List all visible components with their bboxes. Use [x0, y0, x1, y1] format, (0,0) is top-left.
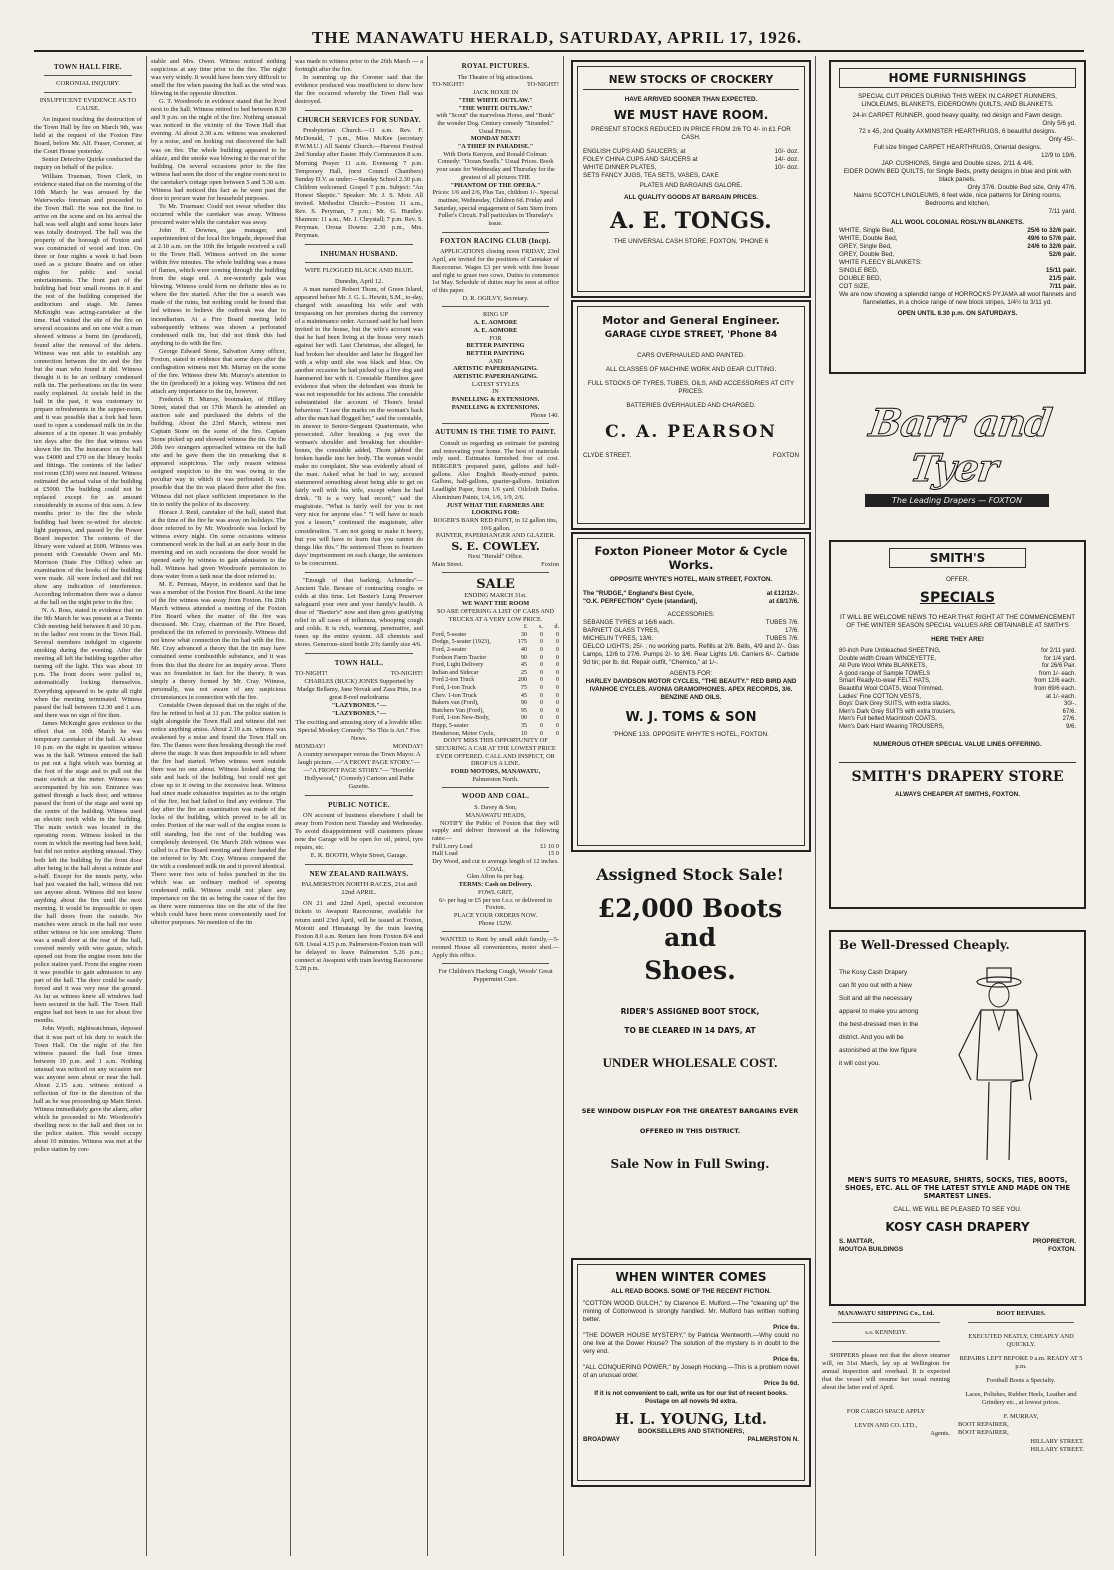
label: LATEST STYLES [471, 380, 520, 388]
column-rule [563, 56, 564, 1556]
table-row: Ford, Light Delivery 45 0 0 [432, 661, 559, 669]
column-3 [295, 58, 423, 1558]
table-row: Ford, 1-ton New-Body, 90 0 0 [432, 714, 559, 722]
label: Main Street. [432, 560, 464, 568]
label: ACCESSORIES: [667, 611, 715, 618]
table-row: Bakers van (Ford), 90 0 0 [432, 699, 559, 707]
advert-title: MANAWATU SHIPPING Co., Ltd. [837, 1310, 935, 1317]
paragraph: MEN'S SUITS TO MEASURE, SHIRTS, SOCKS, TIES, BOOTS, SHOES, ETC. ALL OF THE LATEST STYLE AND MADE ON THE SMARTEST LINES. [845, 1176, 1070, 1200]
label: PLACE YOUR ORDERS NOW. [453, 911, 538, 919]
label: TO-NIGHT! [432, 81, 465, 89]
advert-title: WHEN WINTER COMES [615, 1270, 767, 1284]
paragraph: SO ARE OFFERING A LIST OF CARS AND TRUCKS AT A VERY LOW PRICE. [437, 607, 554, 623]
label: ALL READ BOOKS. SOME OF THE RECENT FICTION. [611, 1288, 771, 1295]
list-item: Boys' Dark Grey SUITS, with extra slacks, 30/-. [839, 701, 1076, 708]
list-item: Ladies' Fine COTTON VESTS, at 1/- each. [839, 693, 1076, 700]
advert-title: SMITH'S [889, 548, 1026, 568]
advert-smiths [829, 540, 1086, 909]
paragraph: NOTIFY the Public of Foxton that they will supply and deliver firewood at the following rates:— [432, 819, 559, 842]
table-row: Half Load 15 0 [432, 850, 559, 858]
advert-title: Foxton Pioneer Motor & Cycle Works. [594, 544, 788, 572]
advert-assigned-stock [568, 855, 812, 1255]
label: CALL, WE WILL BE PLEASED TO SEE YOU. [893, 1206, 1022, 1213]
label: OFFER. [945, 576, 970, 583]
list-item: GREY, Single Bed, 24/6 to 32/6 pair. [839, 243, 1076, 250]
article-title: INHUMAN HUSBAND. [320, 249, 398, 258]
list-item: SETS FANCY JUGS, TEA SETS, VASES, CAKE [583, 172, 719, 179]
film-title: "LAZYBONES."— [331, 702, 387, 710]
table-row: Indian and Sidecar 25 0 0 [432, 668, 559, 676]
label: HILLARY STREET. [1030, 1445, 1084, 1453]
advert-name: FORD MOTORS, MANAWATU, [450, 768, 541, 776]
man-in-suit-icon [919, 960, 1069, 1160]
label: Football Boots a Specialty. [986, 1377, 1056, 1385]
list-item: SINGLE BED, 15/11 pair. [839, 267, 1076, 274]
film-title: "THE WHITE OUTLAW." [458, 96, 533, 104]
label: Palmerston North. [472, 775, 519, 783]
column-2 [151, 58, 286, 1558]
price: Price 6s. [773, 1324, 799, 1331]
paragraph: ON account of business elsewhere I shall be away from Foxton next Tuesday and Wednesday. To avoid disappointment will customers please note the Garage will be open for oil, petrol, tyre repairs, etc. [295, 811, 423, 852]
label: BATTERIES OVERHAULED AND CHARGED. [626, 402, 756, 409]
advert-name: SMITH'S DRAPERY STORE [839, 762, 1076, 785]
logo: Barr and Tyer [866, 400, 1054, 490]
paragraph: The Kosy Cash Drapery can fit you out with a New Suit and all the necessary apparel to make you among the best-dressed men in the district. And you will be astonished at the low figure it will cost you. [839, 969, 919, 1067]
advert-home-furnishings [829, 60, 1086, 374]
advert-name: A. E. AOMORE [473, 319, 518, 327]
table-row: Chev. 1-ton Truck 45 0 0 [432, 691, 559, 699]
label: ALL QUALITY GOODS AT BARGAIN PRICES. [623, 194, 759, 201]
paragraph: EIDER DOWN BED QUILTS, for Single Beds, pretty designs in blue and pink with black panels. [843, 168, 1072, 183]
advert: For Children's Hacking Cough, Woods' Great Peppermint Cure. [438, 968, 553, 984]
label: ALL CLASSES OF MACHINE WORK AND GEAR CUTTING. [605, 366, 777, 373]
film-title: "THE WHITE OUTLAW." [458, 104, 533, 112]
paragraph: Senior Detective Quirke conducted the inquiry on behalf of the police. [34, 156, 142, 172]
list-item: FOLEY CHINA CUPS AND SAUCERS at 14/- doz. [583, 156, 799, 163]
section-title: PUBLIC NOTICE. [328, 800, 390, 809]
advert-title: £2,000 Boots and [597, 894, 783, 952]
advert-crockery [571, 60, 811, 298]
table-row: Ford, 2-seater 40 0 0 [432, 646, 559, 654]
label: IN [492, 388, 499, 396]
label: SEE WINDOW DISPLAY FOR THE GREATEST BARGAINS EVER [581, 1107, 799, 1115]
advert-name: KOSY CASH DRAPERY [885, 1220, 1030, 1234]
label: ALL WOOL COLONIAL ROSLYN BLANKETS. [890, 219, 1025, 226]
label: If it is not convenient to call, write us for our list of recent books. Postage on all novels 9d extra. [594, 1390, 788, 1405]
film-title: "PHANTOM OF THE OPERA." [450, 181, 541, 189]
paragraph: To Mr. Trueman: Could not swear whether this occurred while the caretaker was away. Witness procured water while the caretaker was away. [151, 202, 286, 226]
header-cell: s. [539, 623, 543, 631]
phone: Phone 152W. [478, 919, 513, 927]
article-title: TOWN HALL FIRE. [54, 63, 122, 71]
film-title: "LAZYBONES."— [331, 710, 387, 718]
section-title: ROYAL PICTURES. [461, 62, 530, 70]
label: MONDAY! [295, 742, 326, 750]
table-row: Ford 2-ton Truck 200 0 0 [432, 676, 559, 684]
table-row: Dodge, 5-seater (1923), 175 0 0 [432, 638, 559, 646]
list-item: Men's Dark Grey SUITS with extra trousers, 67/6. [839, 708, 1076, 715]
paragraph: ON 21 and 22nd April, special excursion tickets to Awapuni Racecourse, available for return until 23rd April, will be issued at Foxton, Motoiti and Himatangi by the train leaving Foxton 8.0 a.m. Return fare from Foxton 8/4 and 6/8. Usual 4.15 p.m. Palmerston-Foxton train will be delayed to leave Palmerston 5.26 p.m.; connect at Awapuni with train leaving Racecourse 5.28 p.m. [295, 900, 423, 972]
list-item: DOUBLE BED, 21/5 pair. [839, 275, 1076, 282]
label: OFFERED IN THIS DISTRICT. [639, 1127, 741, 1135]
section-title: SALE [476, 577, 515, 593]
label: ENDING MARCH 31st. [464, 592, 527, 600]
label: CLYDE STREET. [583, 452, 632, 459]
paragraph: William Trueman, Town Clerk, in evidence stated that on the morning of the 10th March he was aroused by the Waterworks foreman and proceeded to the Town Hall. He was not the first to arrive on the scene and on his arrival the hall was well alight and some hours later was totally destroyed. The hall was the property of the borough of Foxton and was constructed of wood and iron. On three or four nights a week it had been used as a picture theatre and on other nights for public and social entertainments. The front part of the building had four small rooms in it and the rest of the building comprised the auditorium and stage. Mr. James McKnight was acting-caretaker at the time. Had visited the site of the fire on several occasions and on one visit a man showed witness a burnt tin (produced), found after the removal of the debris. Witness was not able to establish any connection between the tin and the fire but the man who found it did. Witness thought it to be an ordinary condensed milk tin. The perforations on the tin were easily explained. At socials held in the hall in the past, it was customary to prepare refreshments in the supper-room, and it was possible that a fork had been used to open a condensed milk tin in the absence of a tin opener. It was probably ten days after the fire that witness was shown the tin. The insurance on the hall was £4000 and £70 on the library books and fittings. The contents of the ladies' rest room (£30) were not insured. Witness estimated the actual value of the building at £5000. The building could not be replaced except for an amount considerably in excess of this sum. A few months prior to the fire the whole building had been re-wired for electric light purposes, and passed by the Power Board inspector. The contents of the library were valued at £600. Witness was present with Constable Owen and Mr. Morrison (State Fire Office) when an examination of the books of the building were made. All were locked and did not show any indication of interference. According information there was a dance at the hall on the night prior to the fire. [34, 172, 142, 606]
label: EXECUTED NEATLY, CHEAPLY AND QUICKLY. [968, 1333, 1074, 1349]
paragraph: DELCO LIGHTS, 25/- ; no working parts. Refills at 2/6. Bells, 4/9 and 2/-. Gas Lamps, 12/6 to 27/6. Pumps 2/- to 3/6. Rear Lights 1/6. Carriers 6/-. Carbide 9d tin; per lb. 8d. Repair outfit, "Chemico," at 1/-. [583, 643, 799, 666]
label: OPEN UNTIL 8.30 p.m. ON SATURDAYS. [897, 310, 1018, 317]
paragraph: Frederick H. Murray, bootmaker, of Hillary Street, stated that on 17th March he attended an auction sale and purchased the debris of the building. About the 23rd March, witness met Captain Stone on the scene of the fire. Captain Stone picked up and showed witness the tin. On the 26th two strangers approached witness on the hall site and he gave them the tin remarking that it appeared suspicious. The only reason witness assigned suspicion to the tin was owing to the peculiar way in which it was perforated. It was possible that the tin was placed there after the fire. Witness did not place sufficient importance to the tin to notify the police of its discovery. [151, 395, 286, 508]
paragraph: SPECIAL CUT PRICES DURING THIS WEEK IN CARPET RUNNERS, LINOLEUMS, BLANKETS, EIDERDOWN QUILTS, AND BLANKETS. [858, 93, 1057, 108]
label: 'PHONE 133. OPPOSITE WHYTE'S HOTEL, FOXTON. [613, 731, 769, 738]
label: HERE THEY ARE! [931, 636, 984, 643]
table-row: Ford, 1-ton Truck 75 0 0 [432, 684, 559, 692]
book-entry: "COTTON WOOD GULCH," by Clarence E. Mulford.—The "cleaning up" the mining of Cottonwood is strongly handled. Mr. Mulford has written nothing better. [583, 1300, 799, 1323]
table-row: Ford, 5-seater 30 0 0 [432, 630, 559, 638]
paragraph: The Theatre of big attractions. [457, 73, 534, 81]
paragraph: Nairns SCOTCH LINOLEUMS, 6 feet wide, nice patterns for Dining rooms, Bedrooms and kitchen, [853, 192, 1062, 207]
paragraph: SHIPPERS please not that the above steamer will, on 31st March, lay up at Wellington for annual inspection and overhaul. It is expected that the vessel will resume her usual running about the latter end of April. [822, 1352, 950, 1392]
label: JUST WHAT THE FARMERS ARE LOOKING FOR: [446, 501, 545, 517]
list-item: Double width Cream WINCEYETTE, for 1/4 yard. [839, 655, 1076, 662]
price: 12/9 to 19/6. [1040, 152, 1076, 159]
list-item: WHITE DINNER PLATES, 10/- doz. [583, 164, 799, 171]
label: AGENTS FOR: [669, 670, 713, 677]
label: BOOKSELLERS AND STATIONERS, [637, 1428, 745, 1435]
column-rule [290, 56, 291, 1556]
paragraph: An inquest touching the destruction of the Town Hall by fire on March 9th, was held at the request of the Foxton Fire Board, before Mr. Alf. Fraser, Coroner, at the Court House yesterday. [34, 116, 142, 156]
label: THE UNIVERSAL CASH STORE, FOXTON, 'PHONE 6 [613, 238, 769, 245]
advert-title: HOME FURNISHINGS [839, 68, 1076, 88]
column-rule [815, 56, 816, 1556]
label: MOUTOA BUILDINGS [839, 1246, 904, 1253]
label: AND [488, 357, 503, 365]
label: BOOT REPAIRER, [958, 1421, 1009, 1429]
label: WE WANT THE ROOM [461, 600, 530, 608]
paragraph: With Doris Kenyon, and Ronald Colman. Comedy: "Ocean Swells." Usual Prices. Book your seats for Wednesday and Thursday for the greatest of all pictures THE [436, 150, 555, 181]
label: Next "Herald" Office. [467, 553, 524, 561]
header-cell: d. [554, 623, 559, 631]
label: HAVE ARRIVED SOONER THAN EXPECTED. [624, 96, 758, 103]
label: COAL. [486, 865, 505, 873]
paragraph: with "Scout" the marvelous Horse, and "Bunk" the wonder Dog. Century comedy "Stranded." Usual Prices. [436, 112, 555, 135]
paragraph: Presbyterian Church.—11 a.m. Rev. F. McDonald, 7 p.m., Miss McKee (secretary P.W.M.U.) All Saints' Church.—Harvest Festival 2nd Sunday after Easter. Holy Communion 8 a.m. Morning Prayer 11 a.m. Evensong 7 p.m. Temporary Hall, (next Council Chambers) Sunday D.V. as under:—Sunday School 2.30 p.m. Children welcomed. Gospel 7 p.m. Subject: "An Honest Skeptic." Speaker: Mr. J. S. Moir. All invited. Methodist Church:—Foxton: 11 a.m., Rev. S. Peryman, 7 p.m.; Mr. G. Huntley. Shannon: 11 a.m., Mr. J. Chrystall; 7 p.m. Rev. S. Peryman. Oroua Downs: 2.30 p.m., Mrs. Peryman. [295, 127, 423, 239]
paragraph: M. E. Perreau, Mayor, in evidence said that he was a member of the Foxton Fire Board. At the time of the fire witness was away from Foxton. On 26th March witness attended a meeting of the Foxton Fire Board when the matter of the fire was discussed. Mr. Cray, chairman of the Fire Board, produced the tin referred to previously. Witness did not know what connection the tin had with the fire. Mr. Cray advanced a theory that the tin may have contained some combustible substance, and it was from this that the desire for an inquiry arose. There was no foundation in fact for the theory. It was simply a theory formed by Mr. Cray. Witness, personally, was not aware of any suspicious circumstances in connection with the fire. [151, 581, 286, 701]
paragraph: stable and Mrs. Owen. Witness noticed nothing suspicious at any time prior to the fire. The night was very windy. It would have been very difficult to smell the fire when passing the hall as the wind was blowing in the opposite direction. [151, 58, 286, 98]
advert-shipping [822, 1310, 950, 1550]
price: Only 45/-. [1048, 136, 1076, 143]
list-item: Men's Full belted Macintosh COATS, 27/6. [839, 716, 1076, 723]
column-1 [34, 58, 142, 1558]
list-item: All Pure Wool White BLANKETS, for 26/6 Pair. [839, 663, 1076, 670]
list-item: A good range of Sample TOWELS from 1/- each. [839, 670, 1076, 677]
phone: Phone 140. [530, 411, 559, 419]
paragraph: JACK HOXIE IN [472, 89, 519, 97]
column-rule [427, 56, 428, 1556]
section-title: FOXTON RACING CLUB (Incp). [440, 236, 551, 245]
article-subtitle: PALMERSTON NORTH RACES, 21st and 22nd APRIL. [301, 881, 417, 897]
column-4 [432, 58, 559, 1558]
label: PANELLING & EXTENSIONS. [451, 396, 540, 404]
label: BROADWAY [583, 1436, 620, 1443]
list-item: Men's Dark Hard Wearing TROUSERS, 9/6. [839, 723, 1076, 730]
paragraph: Full size fringed CARPET HEARTHRUGS, Oriental designs. [873, 144, 1042, 151]
advert-barr-tyer [845, 378, 1069, 518]
column-rule [146, 56, 147, 1556]
label: TERMS: Cash on Delivery. [458, 881, 533, 889]
label: NUMEROUS OTHER SPECIAL VALUE LINES OFFERING. [873, 740, 1042, 748]
car-price-table [432, 623, 559, 737]
table-row: Hupp, 5-seater 35 0 0 [432, 722, 559, 730]
paragraph: was made to witness prior to the 26th March — a fortnight after the fire. [295, 58, 423, 74]
paragraph: Laces, Polishes, Rubber Heels, Leather and Grindery etc., at lowest prices. [965, 1391, 1077, 1407]
label: SPECIALS [919, 590, 996, 606]
label: CARS OVERHAULED AND PAINTED. [637, 352, 745, 359]
advert-title: NEW STOCKS OF CROCKERY [583, 74, 799, 90]
price: 7/11 yard. [1048, 208, 1076, 215]
table-row: Butchers Van (Ford), 95 0 0 [432, 706, 559, 714]
film-title: "A THIEF IN PARADISE." [457, 143, 534, 151]
paragraph: Consult us regarding an estimate for painting and renovating your home. The best of materials only used. Estimates furnished free of cost. BERGER'S prepared paint, gallons and half-gallons. Also English Ready-mixed paints. Gallons, half-gallons, quarter-gallons. Imitation Leadlight Paper, from 1/6 yard. Oilcloth Dados. Aluminium Paints, 1/4, 1/6, 1/9, 2/6. [432, 439, 559, 501]
label: S. MATTAR, [839, 1238, 875, 1245]
list-item: Beautiful Wool COATS, Wool Trimmed, from 69/6 each. [839, 685, 1076, 692]
label: PAINTER, PAPERHANGER AND GLAZIER. [435, 532, 556, 540]
paragraph: PRESENT STOCKS REDUCED IN PRICE FROM 2/6 TO 4/- in £1 FOR CASH. [591, 126, 791, 141]
advert-title: Shoes. [644, 956, 736, 985]
label: TO-NIGHT! [295, 670, 328, 678]
list-item: BARNETT GLASS TYRES, 17/6. [583, 627, 799, 634]
label: S. Davey & Son, [474, 804, 517, 812]
price: Price 6s. [773, 1356, 799, 1363]
paragraph: In summing up the Coroner said that the evidence produced was insufficient to show how the fire occurred whereby the Town Hall was destroyed. [295, 74, 423, 106]
advert-motor-engineer [571, 300, 811, 530]
advert-name: A. E. AOMORE [473, 326, 518, 334]
paragraph: John Wyeth, nightwatchman, deposed that it was part of his duty to watch the Town Hall. On the night of the fire witness passed the hall four times between 10 p.m. and 1 a.m. Nothing unusual was noticed on any occasion nor was anyone seen about or near the hall. About 2.15 a.m. witness noticed a reflection of fire in the direction of the hall as he was proceeding up Main Street. Witness immediately gave the alarm, after which he proceeded to Mr. Woodroofe's dwelling next to the hall and then on to the police station. This would occupy about 10 minutes. Witness was met at the police station by con- [34, 1025, 142, 1154]
list-item: MICHELIN TYRES, 13/6. TUBES 7/6. [583, 635, 799, 642]
label: FOXTON. [1048, 1246, 1076, 1253]
man-in-suit-illustration [919, 960, 1076, 1160]
classified-ad: WANTED to Rent by small adult family,—5-roomed House all conveniences, motor shed.—Apply this office. [432, 936, 559, 959]
label: Agents. [930, 1430, 950, 1438]
paragraph: James McKnight gave evidence to the effect that on 10th March he was temporary caretaker of the hall. At about 10 p.m. on the night in question witness was in the hall. Witness entered the hall to put out a light which was burning at the foot of the stage and to pull out the main switch at the meter. Witness was accompanied by his son. Entrance was gained through a back door, and witness passed the front of the stage and went up the centre of the building. Witness used an electric torch while in the building. The main switch was located in the operating room. Witness looked in the room in which the meeting had been held, but did not notice anything unusual. They both left the building by the front door after being in the hall about a minute and a-half. Except for the tennis party, who had just vacated the hall, witness did not see anyone about. Witness did not know anything about the fire until the next morning. It would be impossible to open the hall doors from the outside. No matches were struck in the hall nor were either witness or his son smoking. There was a small door at the rear of the hall, covered merely with wire gauze, which opened out from the engine room into the police station yard. From the engine room it was possible to gain admission to any part of the hall. The door could be easily forced and it was very near the ground. As far as witness knew all windows had been secured in the hall. The Town Hall engine had not been in use for about five months. [34, 719, 142, 1025]
advert-baxter: "Enough of that barking, Achmedes"—Ancient Tale. Beware of contracting coughs or colds at this time. Let Baxter's Lung Preserver safeguard your own and your family's health. A dose of "Baxter's" now and then gives gratifying relief in all cases of influenza, whooping cough and colds. It is rich, warming, penetrative, and tones up the entire system. All chemists and stores. Generous-sized bottle 2/6; family size 4/6. [295, 576, 423, 649]
label: PANELLING & EXTENSIONS. [451, 403, 540, 411]
label: PLATES AND BARGAINS GALORE. [639, 182, 743, 189]
advert-name: S. E. COWLEY. [451, 540, 540, 554]
price: Only 37/6. Double Bed size, Only 47/6. [967, 184, 1076, 191]
section-title: AUTUMN IS THE TIME TO PAINT. [435, 428, 556, 437]
paragraph: APPLICATIONS closing noon FRIDAY, 23rd April, are invited for the positions of Caretaker of Racecourse. Wages £3 per week with free house and right to graze two cows. Duties to commence 1st May. Schedule of duties may be seen at office of this paper. [432, 248, 559, 294]
logo-tagline: The Leading Drapers — FOXTON [865, 494, 1049, 507]
article-subtitle: WIFE FLOGGED BLACK AND BLUE. [304, 267, 414, 275]
label: FOWL GRIT, [478, 888, 513, 896]
paragraph: Horace J. Reid, caretaker of the hall, stated that at the time of the fire he was away on holidays. The door referred to by Mr. Woodroofe was locked by witness every night. On some occasions witness commenced work in the hall at an early hour in the morning and on such occasions the door would be opened early by witness to gain admission to the hall. Witness had given Woodroofe permission to draw water from a tank near the door referred to. [151, 508, 286, 580]
advert-title: Be Well-Dressed Cheaply. [839, 938, 1010, 952]
paragraph: JAP. CUSHIONS, Single and Double sizes, 2/11 & 4/6. [881, 160, 1034, 167]
table-row: Henderson, Motor Cycle, 10 0 0 [432, 729, 559, 737]
advert-name: C. A. PEARSON [605, 422, 777, 442]
book-entry: "THE DOWER HOUSE MYSTERY," by Patricia Wentworth.—Why could no one live at the Dower House? The solution of the mystery is in doubt to the very end. [583, 1332, 799, 1355]
label: PROPRIETOR. [1032, 1238, 1076, 1245]
paragraph: George Edward Stone, Salvation Army officer, Foxton, stated in evidence that some days after the conflagration witness met Mr. Murray on the scene of the fire. Witness drew Mr. Murray's attention to the tin (produced) in a joking way. Witness did not attach any importance to the tin, however. [151, 347, 286, 395]
section-title: CHURCH SERVICES FOR SUNDAY. [297, 116, 421, 125]
advert-pioneer-works [571, 532, 811, 852]
price: Only 5/6 yd. [1042, 120, 1076, 127]
paragraph: ROGER'S BARN RED PAINT, in 12 gallon tins, 10/6 gallon. [433, 516, 558, 532]
label: ARTISTIC PAPERHANGING. [453, 373, 538, 381]
label: PALMERSTON N. [747, 1436, 799, 1443]
masthead-rule [34, 50, 1084, 52]
paragraph: G. T. Woodroofe in evidence stated that he lived next to the hall. Witness retired to bed between 8.30 and 9 p.m. on the night of the fire. Nothing unusual was noticed in the vicinity of the Town Hall that evening. At about 2.30 a.m. witness was awakened by a noise, and on looking out discovered the hall was on fire. The whole building appeared to be ablaze, and the smoke was blowing to the rear of the building. On several occasions prior to the fire witness had seen the door of the engine room next to the caretaker's cottage open between 5 and 5.30 a.m. Witness had noticed this fact as he went past the door to procure water for household purposes. [151, 98, 286, 202]
table-header [432, 623, 559, 631]
paragraph: John H. Downes, gas manager, and superintendent of the local fire brigade, deposed that at 2.10 a.m. on the 10th the brigade received a call to the Town Hall. Witness arrived on the scene within five minutes. The whole building was a mass of flames, which were coming through the building from the stage end. A nor-westerly gale was blowing. Witness could form no definite idea as to where the fire started. After the fire a search was made of the ruins, but nothing could be found that led witness to believe the outbreak was due to incendiarism. At a Fire Board meeting held subsequently witness was shown a perforated condensed milk tin, but did not think this had anything to do with the fire. [151, 226, 286, 347]
list-item: 80-inch Pure Unbleached SHEETING, for 2/11 yard. [839, 648, 1076, 654]
label: FOR [489, 334, 502, 342]
paragraph: DON'T MISS THIS OPPORTUNITY OF SECURING A CAR AT THE LOWEST PRICE EVER OFFERED. CALL AND INSPECT, OR DROP US A LINE. [435, 737, 556, 768]
paragraph: A country newspaper versus the Town Mayor. A laugh picture. —"A FRONT PAGE STORY."— —"A FRONT PAGE STORY."— "Horrible Hollywood," (Comedy) Cartoon and Pathe Gazette. [297, 750, 421, 790]
paragraph: Prices: 1/6 and 2/6, Plus Tax, children 1/-. Special matinee, Wednesday, Children 6d. Friday and Saturday, special engagement of Sam Stern from Fuller's Circuit. Full particulars in Thursday's issue. [432, 189, 559, 228]
table-row: Full Lorry Load £1 10 0 [432, 842, 559, 850]
label: HILLARY STREET. [1030, 1437, 1084, 1445]
list-item: SEBANGE TYRES at 16/6 each. TUBES 7/6. [583, 619, 799, 626]
list-item: WHITE, Single Bed, 25/6 to 32/6 pair. [839, 227, 1076, 234]
label: MONDAY! [392, 742, 423, 750]
advert-name: LEVIN AND CO. LTD., [854, 1422, 918, 1430]
paragraph: IT WILL BE WELCOME NEWS TO HEAR THAT RIGHT AT THE COMMENCEMENT OF THE WINTER SEASON SPECIAL VALUES ARE OBTAINABLE AT SMITH'S [839, 614, 1076, 629]
table-row: Fordson Farm Tractor 90 0 0 [432, 653, 559, 661]
label: REPAIRS LEFT BEFORE 9 a.m. READY AT 5 p.m. [959, 1355, 1083, 1371]
label: ARTISTIC PAPERHANGING. [453, 365, 538, 373]
advert-name: A. E. TONGS. [610, 208, 772, 234]
label: MONDAY NEXT! [470, 135, 521, 143]
label: TO-NIGHT! [526, 81, 559, 89]
label: RING UP [482, 311, 508, 319]
label: Glen Afton 6s per bag. [466, 873, 525, 881]
label: MANAWATU HEADS, [465, 811, 526, 819]
list-item: ENGLISH CUPS AND SAUCERS, at 10/- doz. [583, 148, 799, 155]
label: TO BE CLEARED IN 14 DAYS, AT [624, 1026, 756, 1035]
label: ALWAYS CHEAPER AT SMITHS, FOXTON. [895, 790, 1020, 798]
label: FULL STOCKS OF TYRES, TUBES, OILS, AND ACCESSORIES AT CITY PRICES. [587, 380, 795, 395]
label: UNDER WHOLESALE COST. [602, 1055, 778, 1070]
label: WE MUST HAVE ROOM. [613, 108, 769, 122]
label: WHITE FLEECY BLANKETS: [839, 259, 922, 266]
paragraph: A man named Robert Thom, of Green Island, appeared before Mr. J. G. L. Hewitt, S.M., to-day, charged with assaulting his wife and with trespassing on her premises during the currency of a maintenance order. Accused said he had been invited to the house, but the wife's account was that he had been living at the house very much against her will. Last Christmas, she alleged, he had broken her shoulder and later he flogged her with a whip until she was black and blue. On another occasion he had picked up a live dog and hammered her with it. Constable Hamilton gave evidence that when the defendant was drunk he was not responsible for his actions. The constable substantiated the account of Thom's brutal behaviour. "I saw the marks on the woman's back after the man had flogged her," said the constable, in answer to Senior-Sergeant Quartermain, who prosecuted. After breaking a jug over the woman's shoulder and breaking her shoulder-bones, the constable added, Thom jabbed the broken handle into her body. The woman would make no complaint. She was evidently afraid of the man. Asked what he had to say, accused stammered something about being able to get on fairly well with his wife, except when he had drink. "It is a very bad record," said the magistrate. "What is fairly well for you is not very nice for anyone else." "I will have to teach you a lesson," continued the magistrate, after consideration. "I am not going to make it heavy, but you will have to learn that you cannot do things like this." He sentenced Thom to fourteen days' imprisonment on each charge, the sentences to be concurrent. [295, 286, 423, 567]
signature: D. R. OGILVY, Secretary. [462, 294, 529, 302]
advert-name: W. J. TOMS & SON [625, 710, 757, 725]
list-item: The "RUDGE," England's Best Cycle, at £12/12/-. [583, 590, 799, 597]
label: FOXTON [772, 452, 799, 459]
section-title: WOOD AND COAL. [461, 792, 530, 801]
article-subtitle: CORONIAL INQUIRY. [56, 80, 120, 88]
advert-title: BOOT REPAIRS. [996, 1310, 1046, 1317]
dateline: Dunedin, April 12. [335, 278, 383, 286]
price: Price 3s 6d. [763, 1380, 799, 1387]
label: GARAGE CLYDE STREET, 'Phone 84 [604, 330, 778, 340]
header-cell: £ [523, 623, 527, 631]
list-item: Smart Ready-to-wear FELT HATS, from 12/6 each. [839, 678, 1076, 685]
section-title: NEW ZEALAND RAILWAYS. [309, 870, 409, 879]
advert-name: F. MURRAY, [1003, 1413, 1039, 1421]
advert-kosy-drapery [829, 930, 1086, 1306]
paragraph: 24-in CARPET RUNNER, good heavy quality, red design and Fawn design. [852, 112, 1063, 119]
masthead: THE MANAWATU HERALD, SATURDAY, APRIL 17, 1926. [312, 28, 802, 47]
paragraph: Dry Wood, and cut to average length of 12 inches. [432, 858, 559, 866]
book-entry: "ALL CONQUERING POWER," by Joseph Hocking.—This is a problem novel of an unusual order. [583, 1364, 799, 1379]
label: RIDER'S ASSIGNED BOOT STOCK, [620, 1007, 760, 1016]
list-item: COT SIZE, 7/11 pair. [839, 283, 1076, 290]
advert-title: Assigned Stock Sale! [596, 865, 784, 884]
label: Sale Now in Full Swing. [610, 1157, 770, 1171]
section-title: TOWN HALL. [334, 659, 384, 668]
label: FOR CARGO SPACE APPLY [846, 1408, 926, 1416]
label: BETTER PAINTING [466, 342, 525, 350]
paragraph: Constable Owen deposed that on the night of the fire he retired to bed at 11 p.m. The police station is sight alongside the Town Hall and witness did not notice anything amiss. About 2.10 a.m. witness was awakened by a noise and found the Town Hall on fire. The flames were then breaking through the roof above the stage. It was then impossible to tell where the fire had started. When witness went outside there was no one about. Witness looked along the side and back of the building, but could not get close up to it owing to the excessive heat. Witness had since made exhaustive inquiries as to the origin of the fire, but had failed to find any evidence. The day after the fire an examination was made of the locks of the building, which proved to be all in order. Portion of the rear wall of the engine room is still standing, but the rest of the building was completely destroyed. On March 26th witness was called to a Fire Board meeting and there handed the tin referred to by Mr. Cray. Witness compared the tin with a condensed milk tin and it proved identical. There were two sets of holes punched in the tin which was an ordinary method of opening condensed milk. Witness could not place any importance on the tin as being the cause of the fire as there were numerous tins on the site of the fire which could have been more conveniently used for ulterior purposes. No mention of the tin [151, 701, 286, 927]
label: BETTER PAINTING [466, 349, 525, 357]
list-item: WHITE, Double Bed, 49/6 to 57/6 pair. [839, 235, 1076, 242]
label: s.s. KENNEDY. [865, 1329, 907, 1337]
list-item: GREY, Double Bed, 52/6 pair. [839, 251, 1076, 258]
signature: E. R. BOOTH, Whyte Street, Garage. [310, 852, 408, 860]
advert-name: H. L. YOUNG, Ltd. [614, 1410, 768, 1428]
paragraph: HARLEY DAVIDSON MOTOR CYCLES, "THE BEAUTY." RED BIRD AND IVANHOE CYCLES. AVONIA GRAMOPHONES. APEX RECORDS, 3/6. BENZINE AND OILS. [585, 678, 797, 701]
advert-boot-repairs [958, 1310, 1084, 1550]
paragraph: CHARLES (BUCK) JONES Supported by Madge Bellamy, Jane Novak and Zasu Pitts, in a great 8-reel melodrama [296, 678, 422, 702]
paragraph: 6/- per bag or £5 per ton f.o.r. or delivered in Foxton. [439, 896, 552, 912]
label: OPPOSITE WHYTE'S HOTEL, MAIN STREET, FOXTON. [609, 576, 773, 583]
label: BOOT REPAIRER, [958, 1429, 1009, 1437]
article-subtitle: INSUFFICENT EVIDENCE AS TO CAUSE. [39, 97, 137, 113]
label: Foxton [541, 560, 559, 568]
paragraph: We are now showing a splendid range of HORROCKS PYJAMA all wool flannels and flannelettes, in a choice range of new block stripes, 1/4½ to 3/11 yd. [839, 291, 1076, 306]
advert-title: Motor and General Engineer. [602, 314, 780, 327]
paragraph: 72 x 45, 2nd Quality AXMINSTER HEARTHRUGS, 6 beautiful designs. [858, 128, 1057, 135]
paragraph: The exciting and amusing story of a lovable idler. Special Monkey Comedy: "So This is Art." Fox News. [295, 718, 423, 742]
advert-winter-books [571, 1258, 811, 1487]
label: TO-NIGHT! [390, 670, 423, 678]
paragraph: N. A. Ross, stated in evidence that on the 9th March he was present at a Tennis Club meeting held between 8 and 10 p.m. in the ladies' rest room in the Town Hall. Several members indulged in cigarette smoking during the evening. After the meeting all left the building together after turning off the light. This was about 10 p.m. The front doors were pulled to, automatically locking themselves. Everything appeared to be quite all right when the meeting terminated. Witness passed the hall between 12.30 and 1 a.m. and there was no sign of fire then. [34, 607, 142, 719]
list-item: "O.K. PERFECTION" Cycle (standard), at £8/17/6. [583, 598, 799, 605]
